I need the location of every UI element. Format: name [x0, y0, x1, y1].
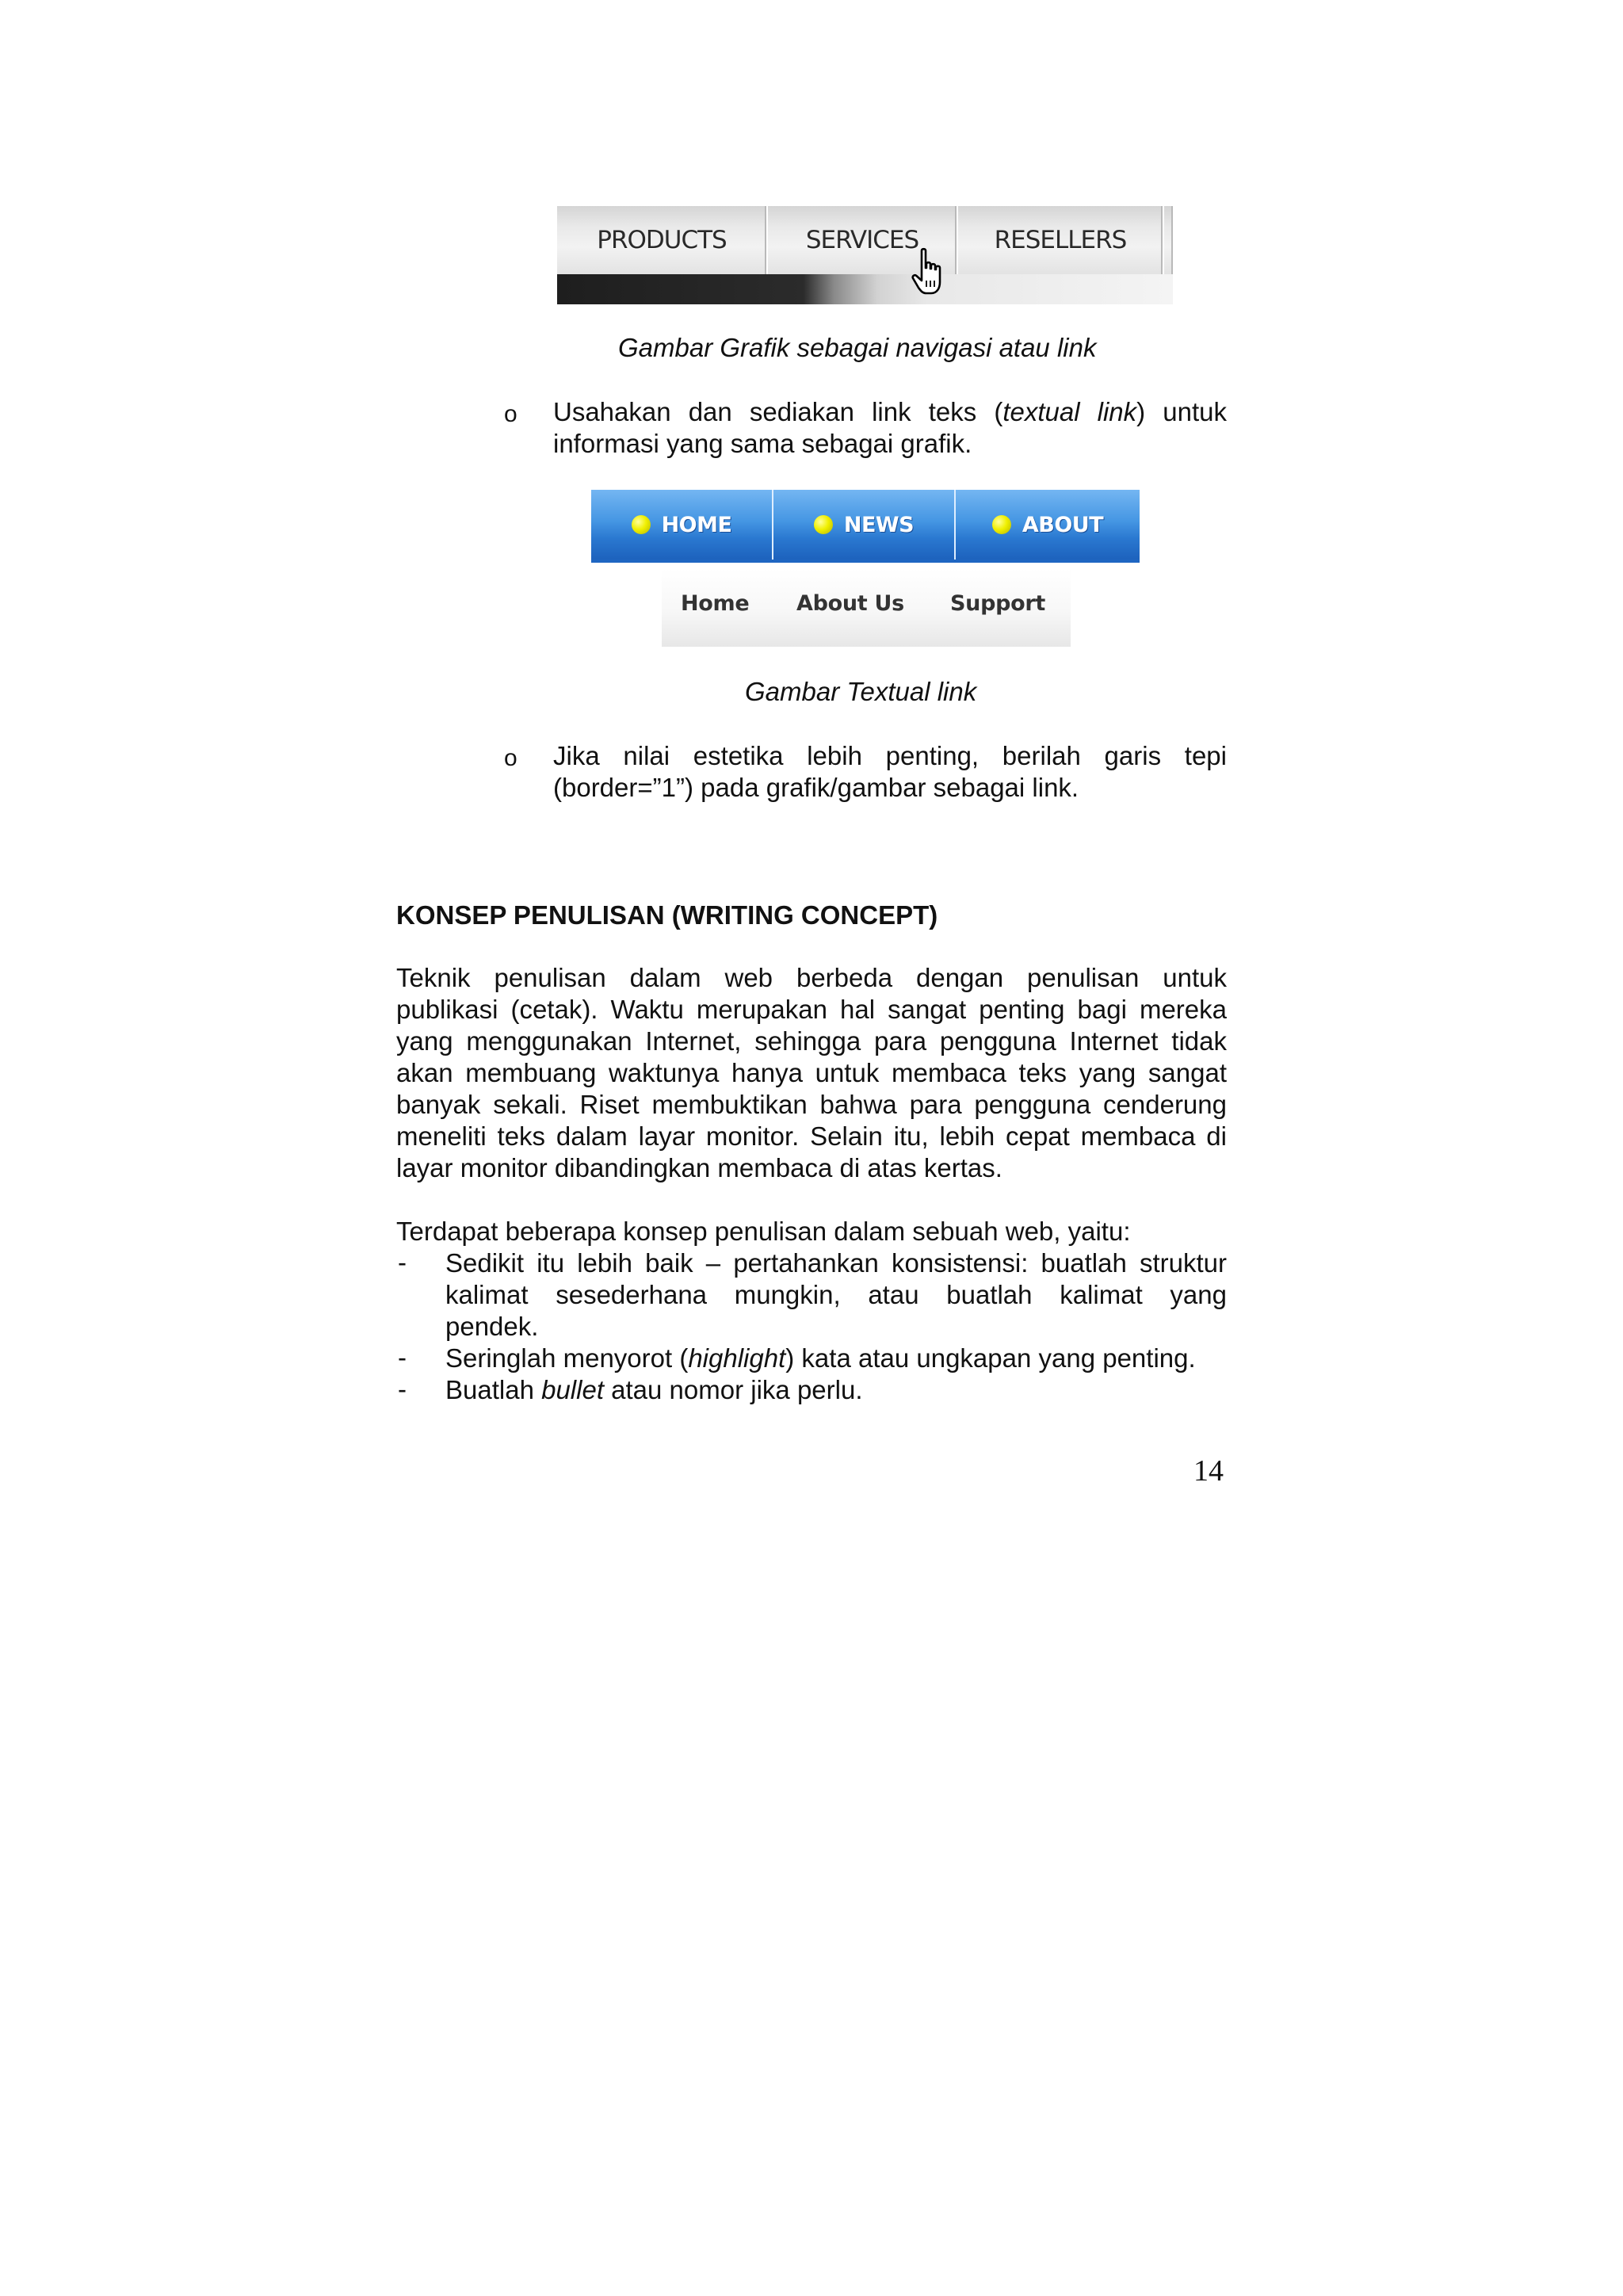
- bullet1-line2: informasi yang sama sebagai grafik.: [553, 429, 972, 458]
- next-tab-fragment: [1164, 206, 1173, 274]
- list-item: [445, 1247, 1227, 1343]
- products-tab-label: PRODUCTS: [597, 226, 727, 254]
- text-link-bar: [662, 569, 1071, 647]
- list-item-line: kalimat sesederhana mungkin, atau buatlah kalimat yang: [445, 1280, 1227, 1309]
- bullet2-text: [553, 740, 1227, 804]
- bullet-marker: o: [504, 401, 517, 427]
- section-paragraph: [396, 962, 1227, 1184]
- support-text-link[interactable]: Support: [950, 591, 1045, 616]
- list-item-line: Buatlah bullet atau nomor jika perlu.: [445, 1375, 863, 1404]
- bullet2-line1: Jika nilai estetika lebih penting, berilah garis tepi: [553, 741, 1227, 770]
- services-tab-label: SERVICES: [805, 226, 919, 254]
- bullet-emphasis: bullet: [541, 1375, 604, 1404]
- paragraph-line: Teknik penulisan dalam web berbeda dengan penulisan untuk: [396, 963, 1227, 992]
- yellow-dot-icon: [632, 515, 651, 534]
- graphic-nav-figure: [557, 206, 1173, 304]
- bullet-marker: o: [504, 745, 517, 771]
- paragraph-line: publikasi (cetak). Waktu merupakan hal sangat penting bagi mereka: [396, 995, 1227, 1024]
- list-item-line: Sedikit itu lebih baik – pertahankan konsistensi: buatlah struktur: [445, 1248, 1227, 1278]
- home-button-label: HOME: [661, 512, 732, 537]
- list-item-line: pendek.: [445, 1312, 539, 1341]
- resellers-tab[interactable]: [958, 206, 1164, 274]
- figure1-caption: Gambar Grafik sebagai navigasi atau link: [618, 333, 1097, 362]
- about-button[interactable]: [956, 490, 1140, 560]
- paragraph-line: akan membuang waktunya hanya untuk membaca teks yang sangat: [396, 1058, 1227, 1087]
- button-nav-bar: [591, 490, 1140, 563]
- highlight-emphasis: highlight: [688, 1343, 786, 1373]
- list-item-line: Seringlah menyorot (highlight) kata atau ungkapan yang penting.: [445, 1343, 1196, 1373]
- home-button[interactable]: [591, 490, 773, 560]
- news-button-label: NEWS: [843, 512, 915, 537]
- bullet1-text: [553, 396, 1227, 460]
- nav-bottom-strip: [557, 274, 1173, 304]
- list-intro: Terdapat beberapa konsep penulisan dalam sebuah web, yaitu:: [396, 1217, 1131, 1246]
- paragraph-line: meneliti teks dalam layar monitor. Selain itu, lebih cepat membaca di: [396, 1121, 1227, 1151]
- yellow-dot-icon: [992, 515, 1011, 534]
- about-button-label: ABOUT: [1022, 512, 1104, 537]
- dash-marker: -: [398, 1343, 407, 1372]
- textual-link-emphasis: textual link: [1002, 397, 1137, 426]
- list-item: [445, 1343, 1227, 1374]
- yellow-dot-icon: [814, 515, 833, 534]
- page-number: 14: [1193, 1454, 1224, 1488]
- resellers-tab-label: RESELLERS: [994, 226, 1127, 254]
- section-heading: KONSEP PENULISAN (WRITING CONCEPT): [396, 900, 938, 930]
- dash-marker: -: [398, 1247, 407, 1277]
- list-item: [445, 1374, 1227, 1406]
- paragraph-line: banyak sekali. Riset membuktikan bahwa para pengguna cenderung: [396, 1090, 1227, 1119]
- figure2-caption: Gambar Textual link: [745, 677, 977, 706]
- hand-pointer-icon: [911, 247, 945, 298]
- news-button[interactable]: [773, 490, 956, 560]
- bullet2-line2: (border=”1”) pada grafik/gambar sebagai link.: [553, 773, 1079, 802]
- dash-marker: -: [398, 1374, 407, 1404]
- bullet1-line1: Usahakan dan sediakan link teks (textual link) untuk: [553, 397, 1227, 426]
- home-text-link[interactable]: Home: [681, 591, 750, 616]
- about-us-text-link[interactable]: About Us: [796, 591, 904, 616]
- products-tab[interactable]: [557, 206, 768, 274]
- paragraph-line: layar monitor dibandingkan membaca di atas kertas.: [396, 1153, 1002, 1182]
- paragraph-line: yang menggunakan Internet, sehingga para pengguna Internet tidak: [396, 1026, 1227, 1056]
